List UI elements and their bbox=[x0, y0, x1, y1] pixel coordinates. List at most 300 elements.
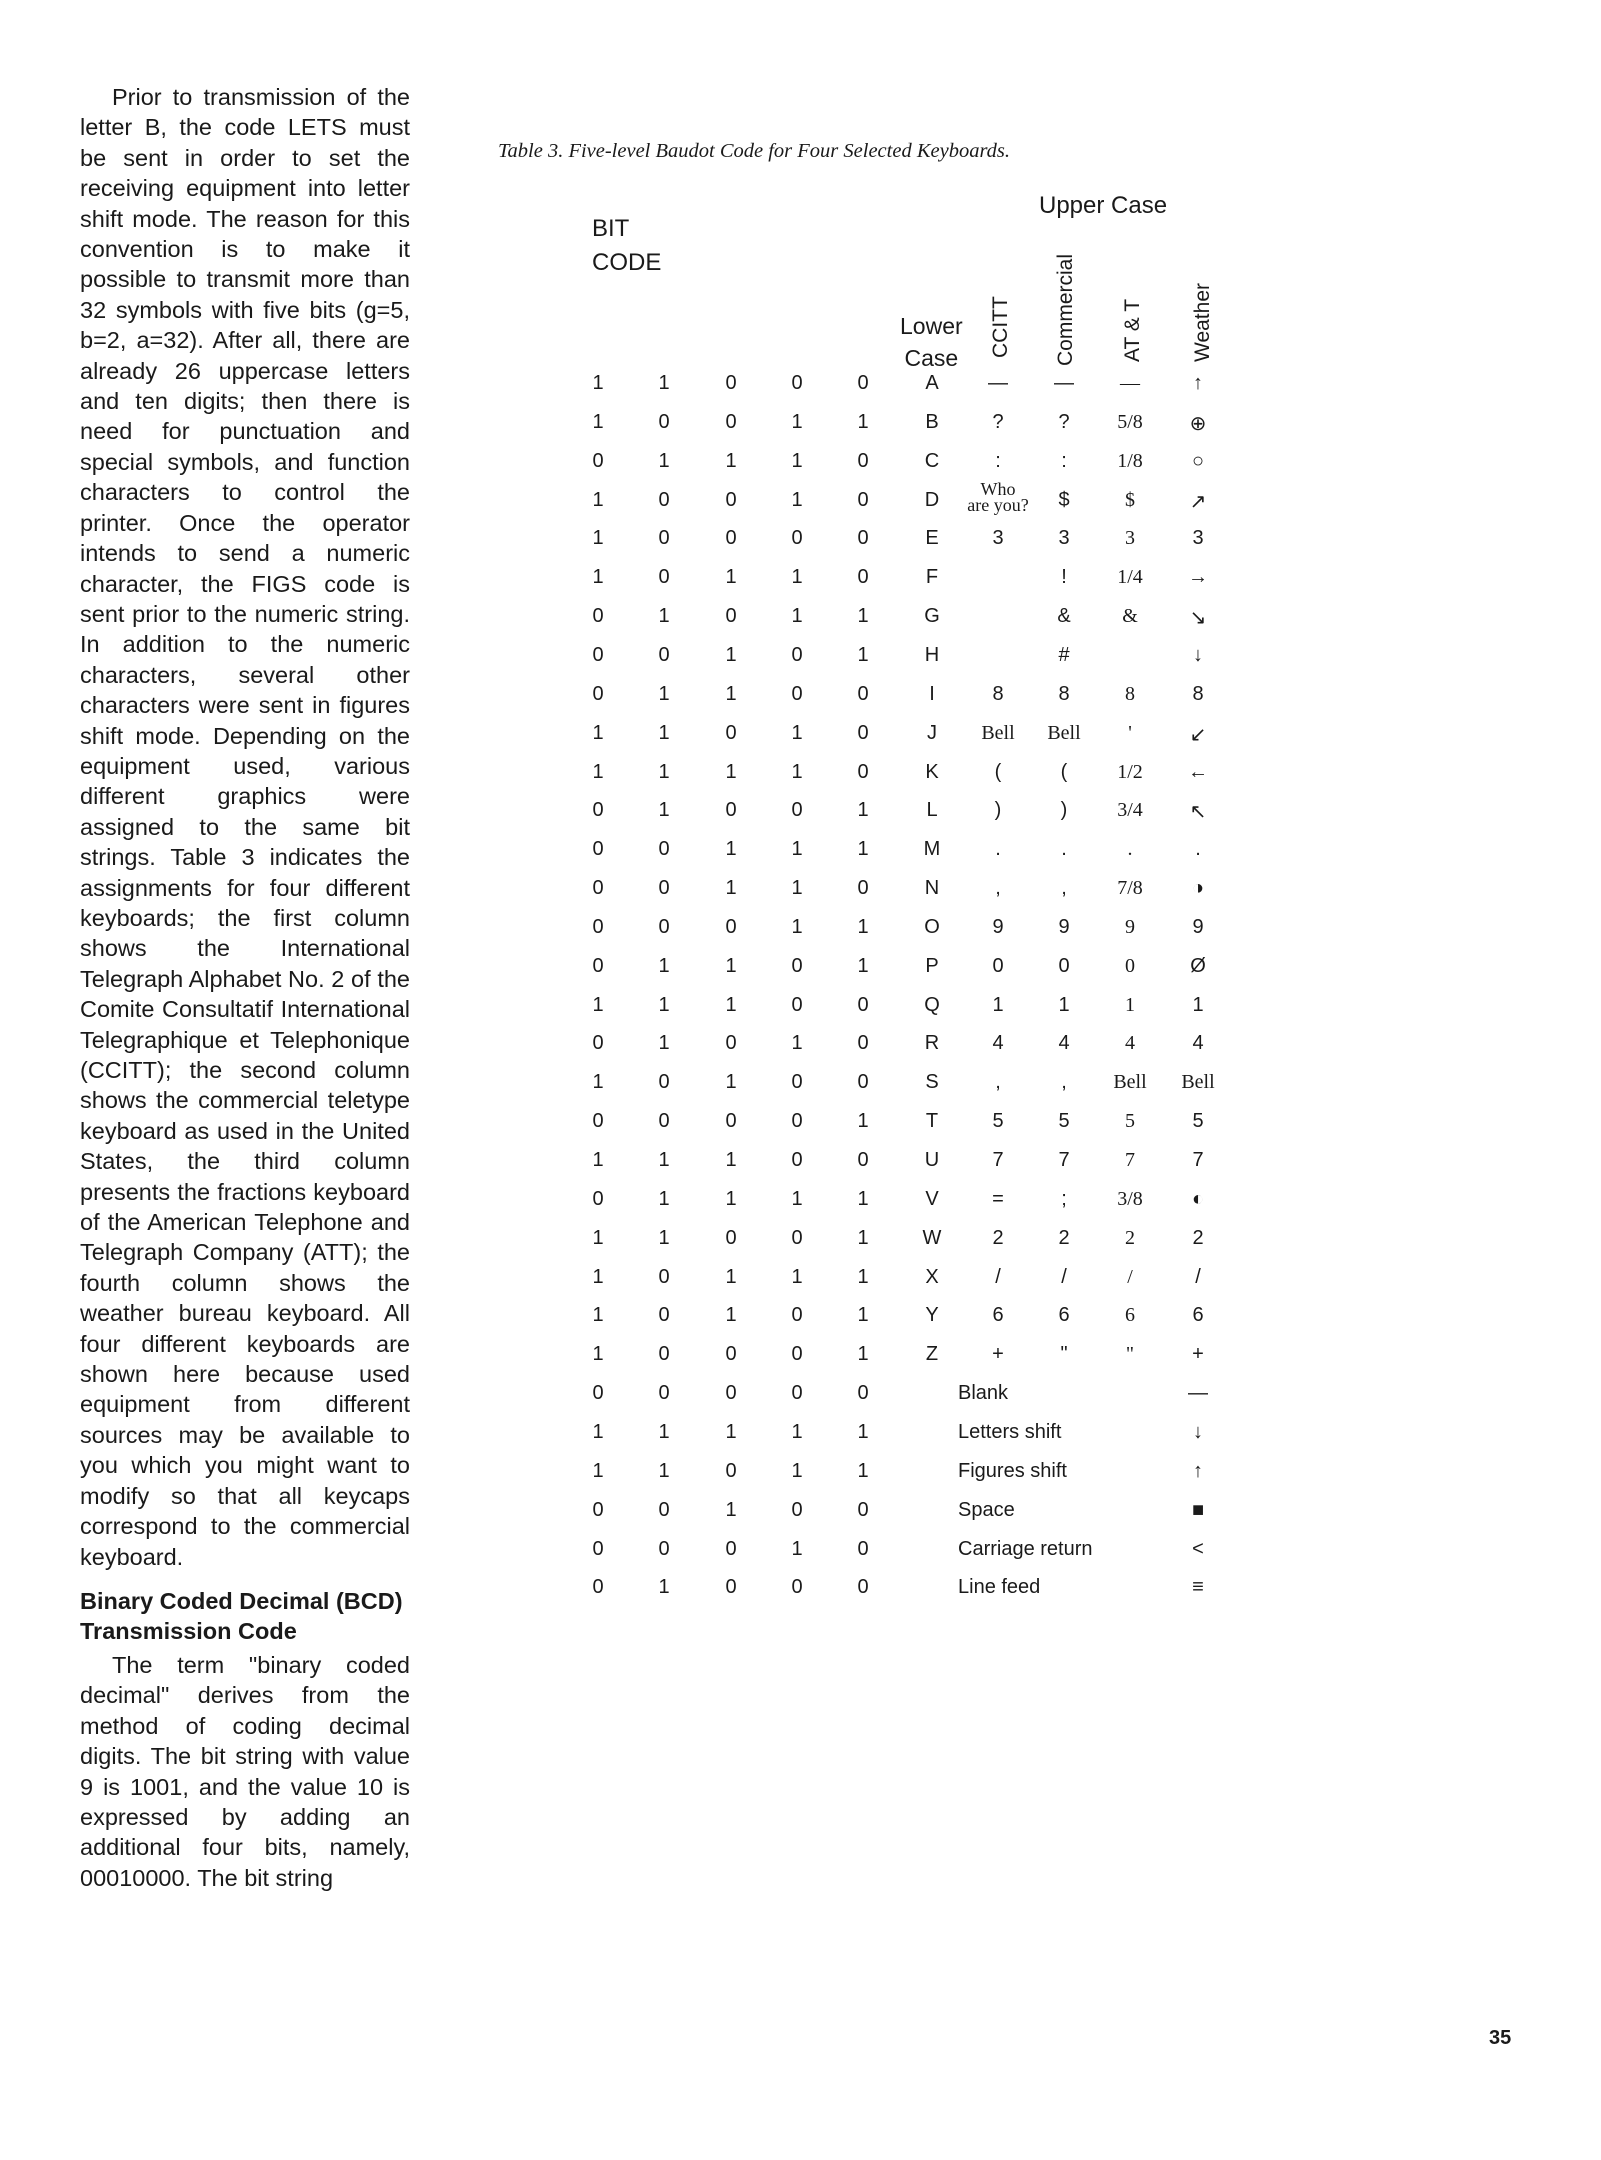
bit-cell: 0 bbox=[857, 1538, 869, 1560]
bit-cell: 1 bbox=[658, 1576, 670, 1598]
bit-cell: 1 bbox=[791, 1188, 803, 1210]
bit-cell: 0 bbox=[791, 683, 803, 705]
bit-cell: 1 bbox=[725, 450, 737, 472]
lower-case-cell: B bbox=[925, 411, 939, 433]
lower-case-cell: V bbox=[925, 1188, 939, 1210]
commercial-cell: 4 bbox=[1058, 1032, 1070, 1054]
ccitt-cell: = bbox=[992, 1188, 1004, 1210]
bit-cell: 0 bbox=[857, 1499, 869, 1521]
bit-cell: 0 bbox=[791, 1382, 803, 1404]
bit-cell: 0 bbox=[725, 1227, 737, 1249]
bit-cell: 0 bbox=[725, 605, 737, 627]
att-cell: 1/2 bbox=[1117, 761, 1143, 783]
ccitt-cell: 0 bbox=[992, 955, 1004, 977]
ccitt-cell-line1: Who bbox=[980, 479, 1016, 499]
lower-case-cell: Q bbox=[924, 994, 940, 1016]
bit-cell: 0 bbox=[592, 877, 604, 899]
bit-cell: 1 bbox=[658, 761, 670, 783]
section-heading-bcd: Binary Coded Decimal (BCD) Transmission Code bbox=[80, 1587, 403, 1644]
bit-cell: 1 bbox=[791, 838, 803, 860]
commercial-cell: Bell bbox=[1047, 722, 1081, 744]
row-description: Line feed bbox=[958, 1576, 1041, 1598]
column-header-commercial: Commercial bbox=[1054, 253, 1077, 366]
bit-cell: 1 bbox=[791, 605, 803, 627]
ccitt-cell: / bbox=[995, 1266, 1001, 1288]
bit-cell: 1 bbox=[791, 916, 803, 938]
bit-cell: 1 bbox=[592, 1149, 604, 1171]
att-cell: 6 bbox=[1125, 1304, 1135, 1326]
ccitt-cell: Bell bbox=[981, 722, 1015, 744]
bit-cell: 0 bbox=[658, 1382, 670, 1404]
bit-cell: 1 bbox=[857, 916, 869, 938]
att-cell: . bbox=[1127, 838, 1133, 860]
bit-cell: 1 bbox=[592, 1071, 604, 1093]
lower-case-cell: K bbox=[925, 761, 939, 783]
bit-cell: 1 bbox=[725, 1266, 737, 1288]
commercial-cell: 9 bbox=[1058, 916, 1070, 938]
ccitt-cell: , bbox=[995, 1071, 1001, 1093]
bit-cell: 1 bbox=[658, 1032, 670, 1054]
commercial-cell: . bbox=[1061, 838, 1067, 860]
bit-cell: 1 bbox=[592, 1421, 604, 1443]
weather-cell: Bell bbox=[1181, 1071, 1215, 1093]
ccitt-cell: 2 bbox=[992, 1227, 1004, 1249]
lower-case-cell: I bbox=[929, 683, 935, 705]
att-cell: ' bbox=[1128, 722, 1132, 744]
weather-cell: . bbox=[1195, 838, 1201, 860]
lower-case-cell: Y bbox=[925, 1304, 939, 1326]
bit-cell: 1 bbox=[592, 411, 604, 433]
bit-cell: 0 bbox=[725, 372, 737, 394]
bit-cell: 0 bbox=[791, 1304, 803, 1326]
weather-cell: → bbox=[1188, 566, 1208, 588]
bit-cell: 1 bbox=[592, 722, 604, 744]
bit-cell: 1 bbox=[725, 1071, 737, 1093]
bit-cell: 1 bbox=[592, 1460, 604, 1482]
commercial-cell: 7 bbox=[1058, 1149, 1070, 1171]
bit-cell: 1 bbox=[791, 1460, 803, 1482]
ccitt-cell: . bbox=[995, 838, 1001, 860]
bit-cell: 0 bbox=[725, 411, 737, 433]
bit-cell: 0 bbox=[658, 411, 670, 433]
weather-cell: ◐ bbox=[1191, 1188, 1205, 1210]
commercial-cell: — bbox=[1054, 372, 1074, 394]
bit-cell: 1 bbox=[791, 1421, 803, 1443]
ccitt-cell: — bbox=[988, 372, 1008, 394]
bit-code-header-line1: BIT bbox=[592, 215, 630, 242]
bit-cell: 0 bbox=[725, 527, 737, 549]
bit-cell: 1 bbox=[592, 566, 604, 588]
lower-case-header-line1: Lower bbox=[900, 313, 963, 339]
bit-cell: 0 bbox=[658, 1071, 670, 1093]
bit-cell: 1 bbox=[658, 1227, 670, 1249]
weather-cell: 2 bbox=[1192, 1227, 1204, 1249]
ccitt-cell: 3 bbox=[992, 527, 1004, 549]
bit-cell: 0 bbox=[791, 1227, 803, 1249]
ccitt-cell: : bbox=[995, 450, 1001, 472]
bit-cell: 1 bbox=[857, 644, 869, 666]
bit-cell: 1 bbox=[857, 411, 869, 433]
lower-case-cell: L bbox=[926, 799, 938, 821]
commercial-cell: & bbox=[1057, 605, 1071, 627]
bit-cell: 1 bbox=[857, 1304, 869, 1326]
bit-cell: 0 bbox=[592, 1110, 604, 1132]
ccitt-cell: 5 bbox=[992, 1110, 1004, 1132]
bit-code-header bbox=[592, 212, 661, 280]
bit-cell: 1 bbox=[725, 1304, 737, 1326]
commercial-cell: : bbox=[1061, 450, 1067, 472]
weather-cell: ⊕ bbox=[1189, 413, 1207, 435]
att-cell: 5 bbox=[1125, 1110, 1135, 1132]
bit-cell: 1 bbox=[857, 1421, 869, 1443]
bit-cell: 1 bbox=[791, 1266, 803, 1288]
bit-cell: 0 bbox=[791, 1499, 803, 1521]
lower-case-cell: Z bbox=[925, 1343, 939, 1365]
att-cell: 5/8 bbox=[1117, 411, 1143, 433]
att-cell: 4 bbox=[1125, 1032, 1135, 1054]
bit-cell: 0 bbox=[725, 1343, 737, 1365]
bit-cell: 1 bbox=[791, 566, 803, 588]
bit-cell: 0 bbox=[791, 527, 803, 549]
bit-cell: 0 bbox=[725, 489, 737, 511]
lower-case-header-line2: Case bbox=[904, 345, 959, 371]
bit-cell: 1 bbox=[725, 1149, 737, 1171]
commercial-cell: 3 bbox=[1058, 527, 1070, 549]
bit-cell: 1 bbox=[725, 566, 737, 588]
bit-cell: 1 bbox=[725, 838, 737, 860]
commercial-cell: ; bbox=[1061, 1188, 1067, 1210]
bit-cell: 1 bbox=[857, 1188, 869, 1210]
lower-case-cell: H bbox=[924, 644, 940, 666]
bit-cell: 0 bbox=[791, 1110, 803, 1132]
bit-cell: 1 bbox=[658, 450, 670, 472]
weather-cell: ◑ bbox=[1191, 877, 1205, 899]
commercial-cell: ! bbox=[1061, 566, 1067, 588]
bit-cell: 0 bbox=[791, 955, 803, 977]
lower-case-cell: A bbox=[925, 372, 939, 394]
bit-cell: 0 bbox=[658, 916, 670, 938]
weather-cell: ○ bbox=[1191, 450, 1205, 472]
bit-cell: 1 bbox=[857, 1343, 869, 1365]
bit-cell: 0 bbox=[592, 1538, 604, 1560]
commercial-cell: 5 bbox=[1058, 1110, 1070, 1132]
bit-cell: 1 bbox=[658, 1460, 670, 1482]
weather-cell: ↖ bbox=[1189, 801, 1207, 823]
upper-case-header: Upper Case bbox=[1039, 192, 1168, 219]
bit-cell: 0 bbox=[592, 1032, 604, 1054]
lower-case-cell: D bbox=[924, 489, 940, 511]
bit-cell: 1 bbox=[857, 1266, 869, 1288]
bit-cell: 0 bbox=[725, 1032, 737, 1054]
att-cell: 7 bbox=[1125, 1149, 1135, 1171]
bit-cell: 0 bbox=[658, 1266, 670, 1288]
ccitt-cell: ( bbox=[994, 761, 1002, 783]
bit-cell: 1 bbox=[791, 722, 803, 744]
weather-cell: ← bbox=[1188, 761, 1208, 783]
ccitt-cell-line2: are you? bbox=[967, 495, 1029, 515]
bit-cell: 0 bbox=[592, 1576, 604, 1598]
att-cell: 8 bbox=[1125, 683, 1135, 705]
bit-cell: 1 bbox=[857, 605, 869, 627]
att-cell: — bbox=[1120, 372, 1140, 394]
bit-cell: 0 bbox=[857, 683, 869, 705]
bit-cell: 1 bbox=[592, 1304, 604, 1326]
bit-cell: 0 bbox=[857, 372, 869, 394]
att-cell: 7/8 bbox=[1117, 877, 1143, 899]
bit-cell: 1 bbox=[791, 450, 803, 472]
att-cell: / bbox=[1127, 1266, 1133, 1288]
lower-case-header bbox=[900, 310, 963, 374]
att-cell: 9 bbox=[1125, 916, 1135, 938]
bit-cell: 1 bbox=[725, 1188, 737, 1210]
ccitt-cell: 1 bbox=[992, 994, 1004, 1016]
bit-cell: 1 bbox=[725, 1421, 737, 1443]
bit-cell: 1 bbox=[857, 838, 869, 860]
ccitt-cell: 8 bbox=[992, 683, 1004, 705]
page-number: 35 bbox=[1489, 2027, 1512, 2049]
weather-cell: ↙ bbox=[1189, 724, 1207, 746]
bit-cell: 1 bbox=[592, 1266, 604, 1288]
bit-cell: 1 bbox=[857, 1460, 869, 1482]
bit-cell: 0 bbox=[725, 722, 737, 744]
att-cell: 2 bbox=[1125, 1227, 1135, 1249]
lower-case-cell: M bbox=[923, 838, 941, 860]
column-header-weather: Weather bbox=[1191, 283, 1214, 362]
bit-cell: 0 bbox=[791, 1149, 803, 1171]
weather-cell: 8 bbox=[1192, 683, 1204, 705]
att-cell: 3/4 bbox=[1117, 799, 1143, 821]
commercial-cell: 2 bbox=[1058, 1227, 1070, 1249]
bit-cell: 1 bbox=[658, 1421, 670, 1443]
weather-cell: 9 bbox=[1192, 916, 1204, 938]
bit-cell: 0 bbox=[791, 372, 803, 394]
bit-cell: 1 bbox=[725, 683, 737, 705]
bit-cell: 1 bbox=[658, 1188, 670, 1210]
weather-cell: 1 bbox=[1192, 994, 1204, 1016]
lower-case-cell: S bbox=[925, 1071, 939, 1093]
bit-cell: 0 bbox=[658, 877, 670, 899]
commercial-cell: 0 bbox=[1058, 955, 1070, 977]
bit-cell: 1 bbox=[725, 1499, 737, 1521]
bit-cell: 0 bbox=[857, 450, 869, 472]
bit-cell: 0 bbox=[857, 877, 869, 899]
bit-cell: 0 bbox=[658, 838, 670, 860]
lower-case-cell: T bbox=[925, 1110, 939, 1132]
bit-cell: 0 bbox=[592, 644, 604, 666]
att-cell: 3/8 bbox=[1117, 1188, 1143, 1210]
commercial-cell: 6 bbox=[1058, 1304, 1070, 1326]
bit-cell: 1 bbox=[658, 372, 670, 394]
bit-cell: 1 bbox=[725, 877, 737, 899]
bit-cell: 0 bbox=[857, 1149, 869, 1171]
att-cell: Bell bbox=[1113, 1071, 1147, 1093]
bit-cell: 1 bbox=[857, 955, 869, 977]
bit-cell: 0 bbox=[857, 1071, 869, 1093]
table-caption: Table 3. Five-level Baudot Code for Four Selected Keyboards. bbox=[498, 140, 1011, 162]
ccitt-cell: 7 bbox=[992, 1149, 1004, 1171]
bit-cell: 0 bbox=[592, 683, 604, 705]
bit-cell: 1 bbox=[592, 489, 604, 511]
row-description: Space bbox=[958, 1499, 1015, 1521]
weather-cell: + bbox=[1192, 1343, 1204, 1365]
bit-cell: 1 bbox=[791, 877, 803, 899]
bit-cell: 0 bbox=[592, 955, 604, 977]
bit-cell: 1 bbox=[791, 411, 803, 433]
bit-cell: 0 bbox=[857, 994, 869, 1016]
column-header-ccitt: CCITT bbox=[989, 296, 1012, 358]
bit-code-header-line2: CODE bbox=[592, 249, 662, 276]
lower-case-cell: W bbox=[922, 1227, 942, 1249]
weather-cell: ↘ bbox=[1189, 607, 1207, 629]
weather-cell: 5 bbox=[1192, 1110, 1204, 1132]
lower-case-cell: P bbox=[925, 955, 939, 977]
bit-cell: 1 bbox=[592, 527, 604, 549]
weather-cell: < bbox=[1192, 1538, 1204, 1560]
att-cell: 1 bbox=[1125, 994, 1135, 1016]
bit-cell: 1 bbox=[592, 1227, 604, 1249]
commercial-cell: 8 bbox=[1058, 683, 1070, 705]
bit-cell: 0 bbox=[857, 566, 869, 588]
bit-cell: 1 bbox=[791, 1538, 803, 1560]
att-cell: & bbox=[1122, 605, 1138, 627]
column-header-att: AT & T bbox=[1121, 298, 1144, 362]
bit-cell: 1 bbox=[857, 799, 869, 821]
commercial-cell: , bbox=[1061, 1071, 1067, 1093]
bit-cell: 0 bbox=[592, 605, 604, 627]
bit-cell: 0 bbox=[857, 489, 869, 511]
bit-cell: 0 bbox=[725, 1110, 737, 1132]
bit-cell: 0 bbox=[791, 994, 803, 1016]
bit-cell: 1 bbox=[592, 994, 604, 1016]
weather-cell: ↓ bbox=[1193, 644, 1203, 666]
ccitt-who-are-you-cell bbox=[967, 481, 1028, 513]
bit-cell: 0 bbox=[658, 1499, 670, 1521]
bit-cell: 1 bbox=[725, 761, 737, 783]
bit-cell: 0 bbox=[857, 1576, 869, 1598]
commercial-cell: # bbox=[1058, 644, 1070, 666]
paragraph-bcd: The term "binary coded decimal" derives from the method of coding decimal digits. The bit string with value 9 is 1001, and the value 10 is expressed by adding an additional four bits, namely, 00010000. The bit string bbox=[80, 1651, 410, 1891]
ccitt-cell: 6 bbox=[992, 1304, 1004, 1326]
bit-cell: 0 bbox=[857, 1382, 869, 1404]
bit-cell: 0 bbox=[725, 1538, 737, 1560]
bit-cell: 1 bbox=[658, 605, 670, 627]
weather-cell: 6 bbox=[1192, 1304, 1204, 1326]
commercial-cell: , bbox=[1061, 877, 1067, 899]
body-text-column bbox=[80, 82, 410, 1893]
bit-cell: 0 bbox=[658, 1343, 670, 1365]
bit-cell: 0 bbox=[725, 916, 737, 938]
bit-cell: 0 bbox=[791, 1071, 803, 1093]
bit-cell: 1 bbox=[791, 761, 803, 783]
weather-cell: ≡ bbox=[1192, 1576, 1204, 1598]
commercial-cell: ( bbox=[1060, 761, 1068, 783]
paragraph-letter-shift: Prior to transmission of the letter B, the code LETS must be sent in order to set the receiving equipment into letter shift mode. The reason for this convention is to make it possible to transmit more than 32 symbols with five bits (g=5, b=2, a=32). After all, there are already 26 uppercase letters and ten digits; then there is need for punctuation and special symbols, and function characters to control the printer. Once the operator intends to send a numeric character, the FIGS code is sent prior to the numeric string. In addition to the numeric characters, several other characters were sent in figures shift mode. Depending on the equipment used, various different graphics were assigned to the same bit strings. Table 3 indicates the assignments for four different keyboards; the first column shows the International Telegraph Alphabet No. 2 of the Comite Consultatif International Telegraphique et Telephonique (CCITT); the second column shows the commercial teletype keyboard as used in the United States, the third column presents the fractions keyboard of the American Telephone and Telegraph Company (ATT); the fourth column shows the weather bureau keyboard. All four different keyboards are shown here because used equipment from different sources may be available to you which you might want to modify so that all keycaps correspond to the commercial keyboard. bbox=[80, 84, 410, 1570]
bit-cell: 1 bbox=[592, 761, 604, 783]
att-cell: $ bbox=[1125, 489, 1135, 511]
bit-cell: 0 bbox=[857, 761, 869, 783]
ccitt-cell: ) bbox=[994, 799, 1002, 821]
lower-case-cell: U bbox=[924, 1149, 940, 1171]
bit-cell: 1 bbox=[725, 994, 737, 1016]
lower-case-cell: N bbox=[924, 877, 940, 899]
commercial-cell: " bbox=[1060, 1343, 1068, 1365]
bit-cell: 1 bbox=[658, 955, 670, 977]
att-cell: 0 bbox=[1125, 955, 1135, 977]
bit-cell: 1 bbox=[791, 489, 803, 511]
commercial-cell: $ bbox=[1058, 489, 1070, 511]
ccitt-cell: 9 bbox=[992, 916, 1004, 938]
bit-cell: 1 bbox=[658, 1149, 670, 1171]
weather-cell: ↗ bbox=[1189, 491, 1207, 513]
bit-cell: 0 bbox=[725, 799, 737, 821]
bit-cell: 1 bbox=[658, 722, 670, 744]
bit-cell: 0 bbox=[658, 566, 670, 588]
ccitt-cell: 4 bbox=[992, 1032, 1004, 1054]
weather-cell: ↓ bbox=[1193, 1421, 1203, 1443]
bit-cell: 0 bbox=[791, 799, 803, 821]
weather-cell: 3 bbox=[1192, 527, 1204, 549]
weather-cell: Ø bbox=[1190, 955, 1206, 977]
bit-cell: 0 bbox=[791, 644, 803, 666]
bit-cell: 0 bbox=[592, 1382, 604, 1404]
lower-case-cell: R bbox=[924, 1032, 940, 1054]
att-cell: 1/4 bbox=[1117, 566, 1143, 588]
bit-cell: 1 bbox=[725, 955, 737, 977]
bit-cell: 0 bbox=[658, 1110, 670, 1132]
bit-cell: 0 bbox=[592, 838, 604, 860]
ccitt-cell: , bbox=[995, 877, 1001, 899]
weather-cell: / bbox=[1195, 1266, 1201, 1288]
ccitt-cell: ? bbox=[992, 411, 1004, 433]
row-description: Figures shift bbox=[958, 1460, 1067, 1482]
bit-cell: 1 bbox=[658, 799, 670, 821]
lower-case-cell: O bbox=[924, 916, 940, 938]
weather-cell: ↑ bbox=[1193, 372, 1203, 394]
bit-cell: 1 bbox=[791, 1032, 803, 1054]
att-cell: 3 bbox=[1125, 527, 1135, 549]
commercial-cell: / bbox=[1061, 1266, 1067, 1288]
lower-case-cell: J bbox=[927, 722, 937, 744]
commercial-cell: ) bbox=[1060, 799, 1068, 821]
bit-cell: 0 bbox=[592, 799, 604, 821]
lower-case-cell: G bbox=[924, 605, 940, 627]
bit-cell: 0 bbox=[791, 1343, 803, 1365]
bit-cell: 0 bbox=[725, 1382, 737, 1404]
att-cell: 1/8 bbox=[1117, 450, 1143, 472]
row-description: Letters shift bbox=[958, 1421, 1062, 1443]
bit-cell: 0 bbox=[658, 527, 670, 549]
lower-case-cell: F bbox=[925, 566, 939, 588]
bit-cell: 1 bbox=[658, 994, 670, 1016]
lower-case-cell: E bbox=[925, 527, 939, 549]
row-description: Blank bbox=[958, 1382, 1009, 1404]
bit-cell: 0 bbox=[658, 489, 670, 511]
bit-cell: 0 bbox=[857, 527, 869, 549]
bit-cell: 1 bbox=[857, 1227, 869, 1249]
weather-cell: ↑ bbox=[1193, 1460, 1203, 1482]
bit-cell: 0 bbox=[791, 1576, 803, 1598]
weather-cell: ■ bbox=[1191, 1499, 1205, 1521]
bit-cell: 0 bbox=[857, 1032, 869, 1054]
commercial-cell: ? bbox=[1058, 411, 1070, 433]
weather-cell: — bbox=[1188, 1382, 1208, 1404]
bit-cell: 1 bbox=[725, 644, 737, 666]
bit-cell: 0 bbox=[658, 644, 670, 666]
att-cell: " bbox=[1125, 1343, 1135, 1365]
ccitt-cell: + bbox=[992, 1343, 1004, 1365]
bit-cell: 0 bbox=[725, 1460, 737, 1482]
bit-cell: 0 bbox=[857, 722, 869, 744]
